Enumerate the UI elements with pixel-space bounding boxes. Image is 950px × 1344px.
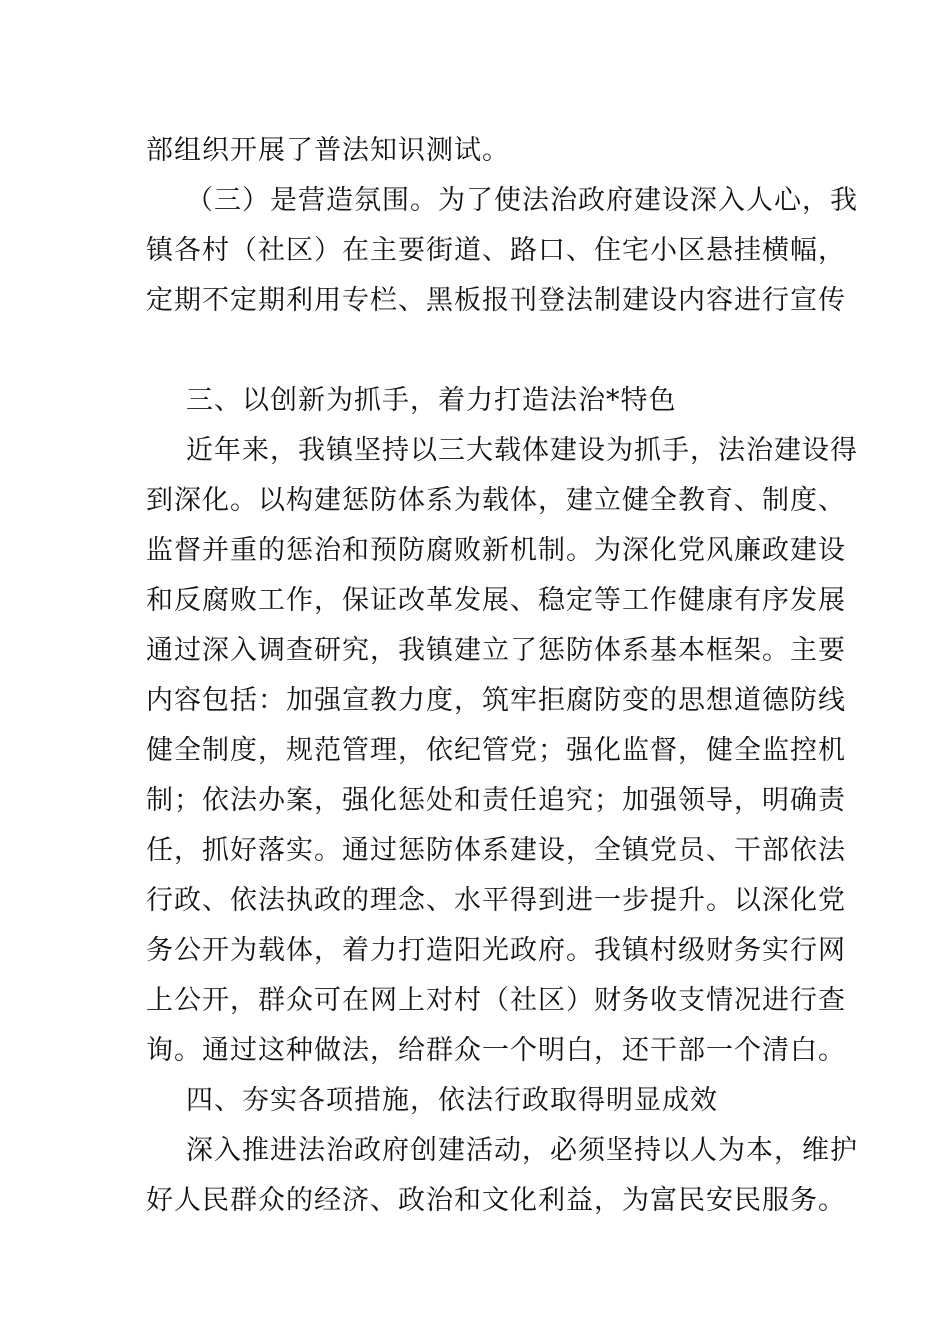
text-line: 好人民群众的经济、政治和文化利益，为富民安民服务。 xyxy=(146,1185,846,1216)
text-line: （三）是营造氛围。为了使法治政府建设深入人心，我 xyxy=(186,185,858,216)
text-line: 和反腐败工作，保证改革发展、稳定等工作健康有序发展 xyxy=(146,585,846,616)
section-heading: 四、夯实各项措施，依法行政取得明显成效 xyxy=(186,1085,718,1116)
text-line: 镇各村（社区）在主要街道、路口、住宅小区悬挂横幅， xyxy=(146,235,846,266)
text-line: 到深化。以构建惩防体系为载体，建立健全教育、制度、 xyxy=(146,485,846,516)
text-line: 询。通过这种做法，给群众一个明白，还干部一个清白。 xyxy=(146,1035,846,1066)
text-line: 行政、依法执政的理念、水平得到进一步提升。以深化党 xyxy=(146,885,846,916)
text-line: 通过深入调查研究，我镇建立了惩防体系基本框架。主要 xyxy=(146,635,846,666)
text-line: 近年来，我镇坚持以三大载体建设为抓手，法治建设得 xyxy=(186,435,858,466)
text-line: 制；依法办案，强化惩处和责任追究；加强领导，明确责 xyxy=(146,785,846,816)
text-line: 任，抓好落实。通过惩防体系建设，全镇党员、干部依法 xyxy=(146,835,846,866)
text-line: 内容包括：加强宣教力度，筑牢拒腐防变的思想道德防线 xyxy=(146,685,846,716)
text-line: 务公开为载体，着力打造阳光政府。我镇村级财务实行网 xyxy=(146,935,846,966)
text-line: 上公开，群众可在网上对村（社区）财务收支情况进行查 xyxy=(146,985,846,1016)
text-line: 定期不定期利用专栏、黑板报刊登法制建设内容进行宣传 xyxy=(146,285,846,316)
text-line: 健全制度，规范管理，依纪管党；强化监督，健全监控机 xyxy=(146,735,846,766)
text-line: 监督并重的惩治和预防腐败新机制。为深化党风廉政建设 xyxy=(146,535,846,566)
section-heading: 三、以创新为抓手，着力打造法治*特色 xyxy=(186,385,677,416)
text-line: 部组织开展了普法知识测试。 xyxy=(146,135,510,166)
text-line: 深入推进法治政府创建活动，必须坚持以人为本，维护 xyxy=(186,1135,858,1166)
